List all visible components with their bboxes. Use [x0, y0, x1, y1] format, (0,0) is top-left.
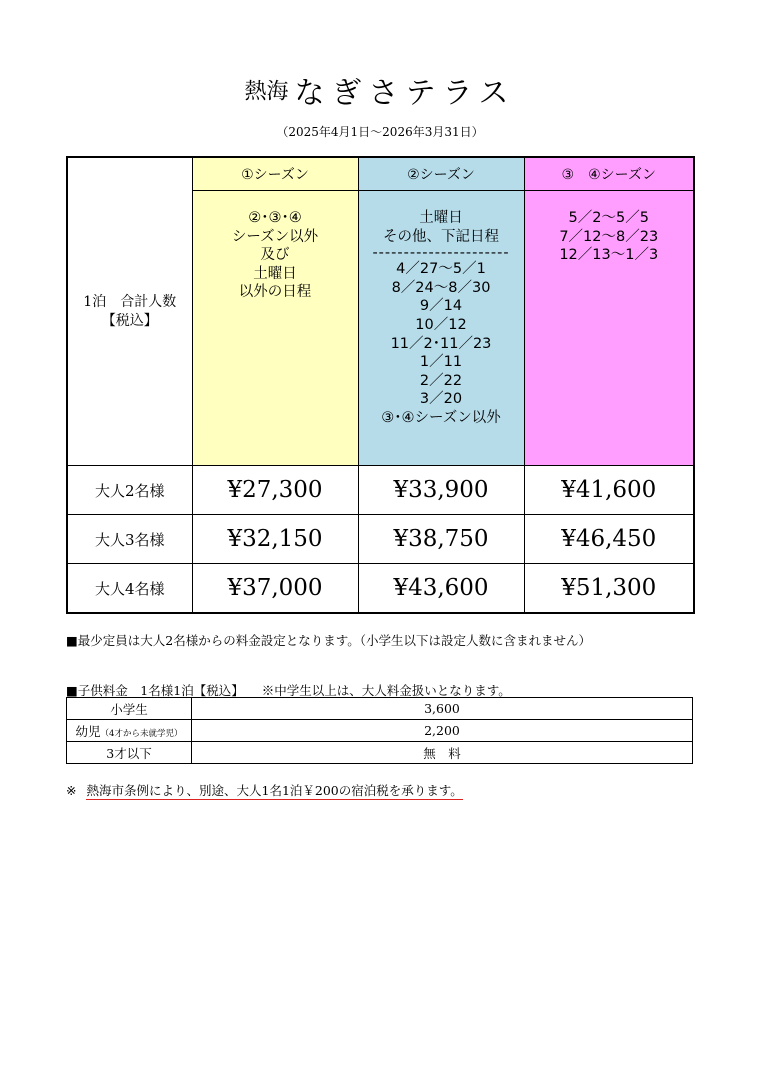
table-row — [67, 564, 694, 614]
price-cell: ¥32,150 — [192, 515, 358, 564]
season34-description — [524, 191, 694, 466]
desc-line: 5／2～5／5 — [568, 210, 649, 226]
accommodation-tax-note — [66, 781, 463, 799]
child-category-label: 幼児（4才から未就学児） — [67, 720, 192, 742]
price-cell: ¥27,300 — [192, 466, 358, 515]
title-main: なぎさテラス — [294, 76, 516, 111]
child-price-cell: 3,600 — [192, 698, 693, 720]
row-label-line1: 1泊 合計人数 — [83, 293, 177, 310]
desc-line: 9／14 — [419, 298, 463, 315]
valid-period: （2025年4月1日～2026年3月31日） — [276, 125, 484, 139]
note-mark: ※ — [66, 783, 77, 798]
desc-line: 3／20 — [419, 391, 463, 408]
desc-line: 8／24～8／30 — [391, 279, 491, 296]
table-row — [67, 742, 693, 764]
child-fee-note: ※中学生以上は、大人料金扱いとなります。 — [261, 683, 511, 698]
desc-line: ②･③･④ — [248, 210, 302, 226]
desc-line: その他、下記日程 — [383, 228, 499, 245]
price-cell: ¥43,600 — [358, 564, 524, 614]
header-season2: ②シーズン — [358, 157, 524, 191]
desc-line: 1／11 — [419, 354, 463, 371]
dashed-separator: ---------------------- — [372, 246, 510, 261]
child-price-cell: 無 料 — [192, 742, 693, 764]
season1-description — [192, 191, 358, 466]
desc-line: 以外の日程 — [238, 284, 312, 301]
desc-line: 4／27～5／1 — [396, 261, 486, 278]
row-label-cell — [67, 157, 192, 466]
price-cell: ¥37,000 — [192, 564, 358, 614]
child-category-label: 小学生 — [67, 698, 192, 720]
header-season34: ③ ④シーズン — [524, 157, 694, 191]
table-row — [67, 466, 694, 515]
desc-line: 及び — [260, 247, 290, 264]
desc-line: シーズン以外 — [231, 228, 319, 245]
title-prefix: 熱海 — [244, 79, 289, 105]
child-fee-title: ■子供料金 1名様1泊【税込】 — [66, 683, 244, 698]
price-table — [66, 156, 695, 614]
row-label-line2: 【税込】 — [101, 312, 158, 329]
occupancy-label: 大人2名様 — [67, 466, 192, 515]
occupancy-label: 大人3名様 — [67, 515, 192, 564]
occupancy-label: 大人4名様 — [67, 564, 192, 614]
child-price-cell: 2,200 — [192, 720, 693, 742]
page-title — [0, 68, 760, 112]
desc-line: 10／12 — [415, 316, 467, 333]
price-cell: ¥46,450 — [524, 515, 694, 564]
minimum-occupancy-note: ■最少定員は大人2名様からの料金設定となります。（小学生以下は設定人数に含まれません） — [66, 633, 592, 648]
desc-line: 12／13～1／3 — [559, 247, 659, 264]
desc-line: 11／2･11／23 — [390, 335, 492, 352]
desc-line: 2／22 — [419, 372, 463, 389]
table-row — [67, 515, 694, 564]
child-category-label: 3才以下 — [67, 742, 192, 764]
table-row — [67, 698, 693, 720]
price-cell: ¥51,300 — [524, 564, 694, 614]
accommodation-tax-text: 熱海市条例により、別途、大人1名1泊￥200の宿泊税を承ります。 — [86, 783, 463, 798]
desc-line: ③･④シーズン以外 — [381, 409, 501, 426]
table-row — [67, 720, 693, 742]
child-fee-table — [66, 697, 693, 764]
desc-line: 土曜日 — [253, 265, 297, 282]
price-cell: ¥41,600 — [524, 466, 694, 515]
header-season1: ①シーズン — [192, 157, 358, 191]
desc-line: 7／12～8／23 — [559, 228, 659, 245]
season2-description — [358, 191, 524, 466]
price-cell: ¥38,750 — [358, 515, 524, 564]
desc-line: 土曜日 — [419, 210, 463, 226]
price-cell: ¥33,900 — [358, 466, 524, 515]
